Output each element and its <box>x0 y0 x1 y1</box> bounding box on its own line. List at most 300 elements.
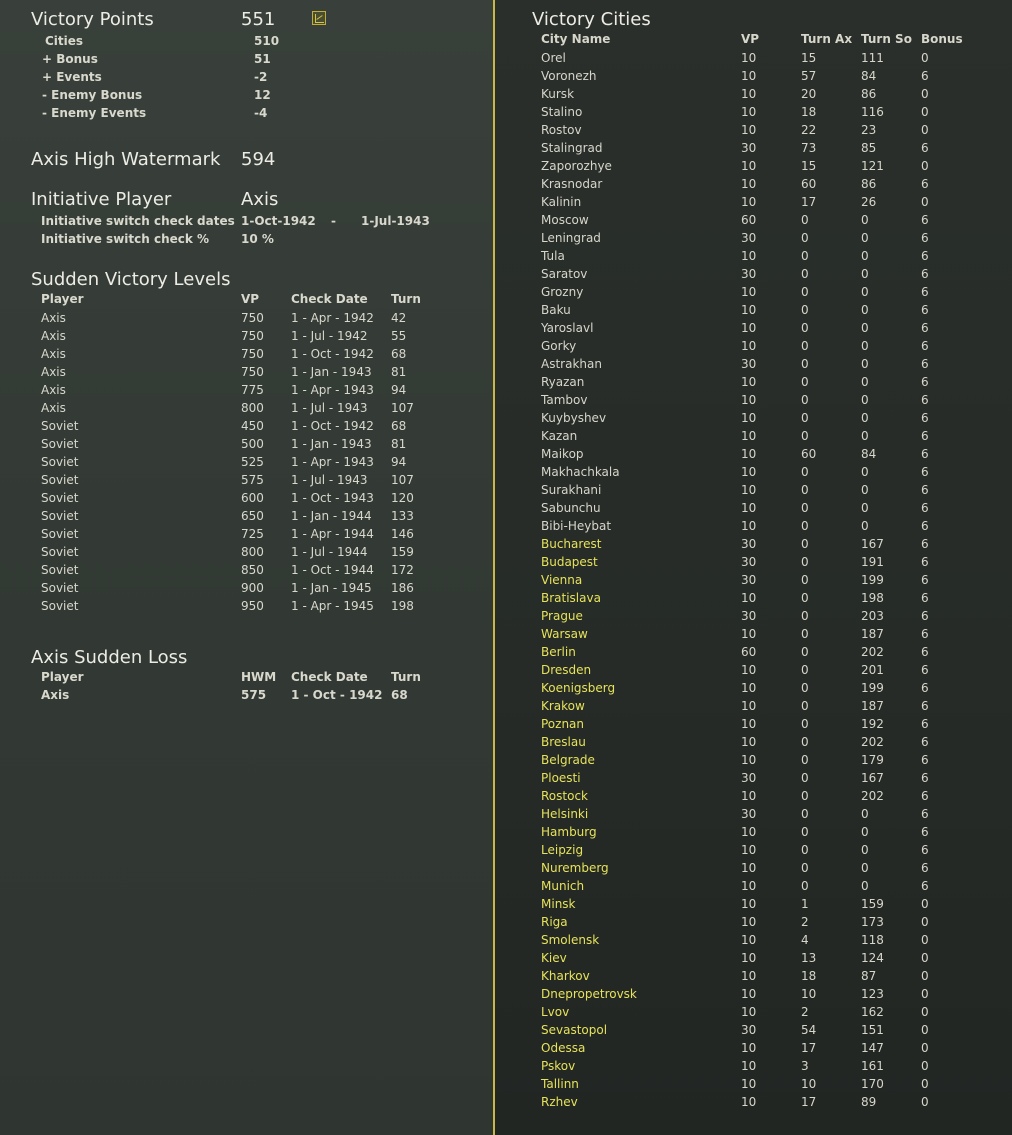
cell-turn-so: 162 <box>861 1005 884 1019</box>
cell-vp: 10 <box>741 393 757 407</box>
table-row <box>495 249 1012 267</box>
cell-city-name: Rzhev <box>541 1095 578 1109</box>
cell-city-name: Lvov <box>541 1005 570 1019</box>
cell-turn-ax: 0 <box>801 825 809 839</box>
cell-turn-so: 159 <box>861 897 884 911</box>
cell-player: Axis <box>41 365 66 379</box>
initiative-player: Axis <box>241 189 279 210</box>
table-row <box>495 789 1012 807</box>
cell-vp: 750 <box>241 365 264 379</box>
table-row <box>495 609 1012 627</box>
cell-city-name: Sabunchu <box>541 501 601 515</box>
cell-city-name: Munich <box>541 879 585 893</box>
cell-turn-so: 201 <box>861 663 884 677</box>
cell-turn-so: 0 <box>861 375 869 389</box>
table-row <box>495 969 1012 987</box>
cell-player: Soviet <box>41 455 79 469</box>
cell-bonus: 6 <box>921 735 929 749</box>
cell-vp: 10 <box>741 321 757 335</box>
cell-turn-so: 0 <box>861 411 869 425</box>
cell-vp: 30 <box>741 267 757 281</box>
cell-turn-ax: 2 <box>801 915 809 929</box>
cell-turn-ax: 0 <box>801 321 809 335</box>
cell-check-date: 1 - Jul - 1944 <box>291 545 368 559</box>
cell-turn-ax: 15 <box>801 51 817 65</box>
table-row <box>0 401 493 419</box>
cell-check-date: 1 - Jan - 1945 <box>291 581 372 595</box>
cell-vp: 30 <box>741 609 757 623</box>
cell-bonus: 6 <box>921 375 929 389</box>
table-row <box>495 915 1012 933</box>
cell-turn-so: 187 <box>861 699 884 713</box>
cell-turn-so: 0 <box>861 339 869 353</box>
cell-city-name: Astrakhan <box>541 357 602 371</box>
cell-turn-ax: 0 <box>801 537 809 551</box>
cell-vp: 450 <box>241 419 264 433</box>
cell-bonus: 6 <box>921 861 929 875</box>
table-row <box>495 699 1012 717</box>
cell-turn-ax: 0 <box>801 573 809 587</box>
cell-vp: 10 <box>741 411 757 425</box>
cell-turn: 107 <box>391 401 414 415</box>
vp-row-events <box>0 70 493 88</box>
cell-city-name: Makhachkala <box>541 465 620 479</box>
cell-vp: 10 <box>741 879 757 893</box>
cell-player: Soviet <box>41 527 79 541</box>
vp-row-value: 51 <box>254 52 271 66</box>
cell-player: Soviet <box>41 599 79 613</box>
cell-vp: 10 <box>741 789 757 803</box>
cell-bonus: 6 <box>921 447 929 461</box>
cell-bonus: 6 <box>921 69 929 83</box>
vp-row-label: - Enemy Events <box>42 106 147 120</box>
cell-turn-so: 198 <box>861 591 884 605</box>
cell-turn-ax: 0 <box>801 645 809 659</box>
cell-turn-so: 0 <box>861 249 869 263</box>
cell-city-name: Ryazan <box>541 375 585 389</box>
cell-vp: 30 <box>741 141 757 155</box>
cell-turn-ax: 0 <box>801 627 809 641</box>
table-row <box>495 807 1012 825</box>
cell-player: Soviet <box>41 545 79 559</box>
table-row <box>495 321 1012 339</box>
cell-city-name: Grozny <box>541 285 584 299</box>
cell-vp: 775 <box>241 383 264 397</box>
cell-bonus: 6 <box>921 825 929 839</box>
table-row <box>0 509 493 527</box>
cell-city-name: Gorky <box>541 339 577 353</box>
victory-points-title: Victory Points <box>31 9 154 30</box>
cell-turn-so: 0 <box>861 843 869 857</box>
table-row <box>495 87 1012 105</box>
vp-row-label: Cities <box>45 34 84 48</box>
cell-check-date: 1 - Jul - 1943 <box>291 401 368 415</box>
cell-bonus: 6 <box>921 411 929 425</box>
cell-turn-so: 0 <box>861 303 869 317</box>
cell-turn-so: 202 <box>861 789 884 803</box>
table-row <box>495 843 1012 861</box>
cell-turn-so: 0 <box>861 321 869 335</box>
cell-turn: 81 <box>391 437 407 451</box>
cell-turn-so: 89 <box>861 1095 877 1109</box>
cell-vp: 10 <box>741 501 757 515</box>
cell-vp: 600 <box>241 491 264 505</box>
cell-vp: 10 <box>741 753 757 767</box>
cell-turn-ax: 0 <box>801 393 809 407</box>
table-row <box>0 329 493 347</box>
cell-turn-so: 87 <box>861 969 877 983</box>
victory-points-value: 551 <box>241 9 276 30</box>
cell-vp: 10 <box>741 159 757 173</box>
table-row <box>495 933 1012 951</box>
cell-turn-ax: 3 <box>801 1059 809 1073</box>
cell-city-name: Voronezh <box>541 69 597 83</box>
cell-turn-ax: 0 <box>801 735 809 749</box>
cell-player: Soviet <box>41 563 79 577</box>
cell-check-date: 1 - Jan - 1943 <box>291 437 372 451</box>
table-row <box>495 105 1012 123</box>
cell-bonus: 6 <box>921 681 929 695</box>
cell-bonus: 6 <box>921 231 929 245</box>
cell-bonus: 0 <box>921 1077 929 1091</box>
vp-row-enemy-events <box>0 106 493 124</box>
cell-turn: 68 <box>391 347 407 361</box>
table-row <box>0 455 493 473</box>
cell-vp: 10 <box>741 105 757 119</box>
cell-city-name: Krasnodar <box>541 177 603 191</box>
cell-vp: 10 <box>741 1095 757 1109</box>
cell-turn-so: 202 <box>861 735 884 749</box>
cell-bonus: 6 <box>921 249 929 263</box>
cell-player: Soviet <box>41 581 79 595</box>
table-row <box>495 267 1012 285</box>
cell-turn-so: 0 <box>861 807 869 821</box>
table-row <box>495 51 1012 69</box>
cell-bonus: 6 <box>921 519 929 533</box>
cell-turn: 120 <box>391 491 414 505</box>
vp-row-value: -2 <box>254 70 268 84</box>
table-row <box>495 213 1012 231</box>
cell-check-date: 1 - Jul - 1943 <box>291 473 368 487</box>
cell-bonus: 6 <box>921 429 929 443</box>
chart-icon[interactable] <box>312 11 326 25</box>
cell-city-name: Bucharest <box>541 537 602 551</box>
table-row <box>495 879 1012 897</box>
cell-vp: 10 <box>741 933 757 947</box>
table-row <box>495 501 1012 519</box>
cell-city-name: Tambov <box>541 393 588 407</box>
table-row <box>495 357 1012 375</box>
column-header: Check Date <box>291 292 368 306</box>
cell-check-date: 1 - Oct - 1942 <box>291 419 374 433</box>
cell-hwm: 575 <box>241 688 267 702</box>
cell-vp: 650 <box>241 509 264 523</box>
cell-turn-so: 0 <box>861 393 869 407</box>
cell-turn-so: 202 <box>861 645 884 659</box>
vp-row-enemy-bonus <box>0 88 493 106</box>
cell-bonus: 6 <box>921 303 929 317</box>
column-header: Turn <box>391 670 421 684</box>
cell-city-name: Rostov <box>541 123 582 137</box>
cell-city-name: Tula <box>541 249 565 263</box>
cell-city-name: Surakhani <box>541 483 602 497</box>
cell-turn-ax: 0 <box>801 771 809 785</box>
column-header: HWM <box>241 670 277 684</box>
cell-city-name: Kiev <box>541 951 567 965</box>
cell-turn-ax: 0 <box>801 663 809 677</box>
cell-turn-so: 167 <box>861 771 884 785</box>
cell-turn-ax: 0 <box>801 303 809 317</box>
table-row <box>495 1077 1012 1095</box>
cell-turn-so: 124 <box>861 951 884 965</box>
table-row <box>495 177 1012 195</box>
cell-turn-ax: 0 <box>801 681 809 695</box>
table-row <box>0 419 493 437</box>
cell-turn-ax: 0 <box>801 465 809 479</box>
cell-bonus: 6 <box>921 177 929 191</box>
cell-turn-ax: 18 <box>801 969 817 983</box>
table-row <box>495 483 1012 501</box>
table-row <box>495 411 1012 429</box>
initiative-pct-label: Initiative switch check % <box>41 232 210 246</box>
cell-bonus: 6 <box>921 213 929 227</box>
vp-row-value: 510 <box>254 34 280 48</box>
table-row <box>495 663 1012 681</box>
cell-vp: 750 <box>241 347 264 361</box>
cell-check-date: 1 - Oct - 1944 <box>291 563 374 577</box>
cell-vp: 10 <box>741 681 757 695</box>
cell-bonus: 0 <box>921 1095 929 1109</box>
victory-cities-title: Victory Cities <box>532 9 651 30</box>
cell-turn: 42 <box>391 311 407 325</box>
cell-turn: 133 <box>391 509 414 523</box>
table-row <box>495 69 1012 87</box>
cell-turn-so: 0 <box>861 267 869 281</box>
table-row <box>495 285 1012 303</box>
cell-vp: 10 <box>741 123 757 137</box>
cell-vp: 725 <box>241 527 264 541</box>
cell-bonus: 6 <box>921 591 929 605</box>
cell-turn-ax: 0 <box>801 339 809 353</box>
table-row <box>495 195 1012 213</box>
cell-turn-ax: 17 <box>801 195 817 209</box>
cell-turn-ax: 0 <box>801 267 809 281</box>
cell-turn-ax: 60 <box>801 177 817 191</box>
cell-turn-ax: 18 <box>801 105 817 119</box>
cell-player: Axis <box>41 329 66 343</box>
initiative-date-separator: - <box>331 214 336 228</box>
cell-check-date: 1 - Jan - 1943 <box>291 365 372 379</box>
cell-vp: 850 <box>241 563 264 577</box>
cell-city-name: Helsinki <box>541 807 589 821</box>
cell-turn: 107 <box>391 473 414 487</box>
cell-turn: 81 <box>391 365 407 379</box>
cell-city-name: Krakow <box>541 699 585 713</box>
cell-bonus: 6 <box>921 771 929 785</box>
cell-turn-ax: 0 <box>801 807 809 821</box>
column-header: VP <box>741 32 760 46</box>
vp-row-label: + Events <box>42 70 102 84</box>
table-row <box>0 473 493 491</box>
cell-bonus: 0 <box>921 1059 929 1073</box>
cell-turn-ax: 22 <box>801 123 817 137</box>
initiative-dates-row <box>0 214 493 232</box>
table-row <box>495 537 1012 555</box>
table-row <box>495 555 1012 573</box>
cell-turn-so: 84 <box>861 69 877 83</box>
cell-bonus: 6 <box>921 339 929 353</box>
cell-turn-so: 0 <box>861 501 869 515</box>
table-row <box>0 563 493 581</box>
cell-turn-so: 167 <box>861 537 884 551</box>
table-row <box>495 1023 1012 1041</box>
cell-turn-ax: 0 <box>801 753 809 767</box>
cell-city-name: Poznan <box>541 717 585 731</box>
cell-bonus: 0 <box>921 951 929 965</box>
cell-bonus: 0 <box>921 987 929 1001</box>
table-row <box>495 375 1012 393</box>
cell-vp: 575 <box>241 473 264 487</box>
table-row <box>0 347 493 365</box>
column-header: Turn So <box>861 32 912 46</box>
cell-turn-ax: 57 <box>801 69 817 83</box>
cell-vp: 30 <box>741 573 757 587</box>
cell-turn-so: 123 <box>861 987 884 1001</box>
cell-turn: 172 <box>391 563 414 577</box>
cell-bonus: 0 <box>921 87 929 101</box>
cell-vp: 10 <box>741 519 757 533</box>
cell-vp: 10 <box>741 375 757 389</box>
cell-turn-so: 179 <box>861 753 884 767</box>
cell-turn-so: 116 <box>861 105 884 119</box>
cell-vp: 500 <box>241 437 264 451</box>
cell-vp: 10 <box>741 717 757 731</box>
cell-turn-ax: 15 <box>801 159 817 173</box>
cell-turn-so: 121 <box>861 159 884 173</box>
cell-turn-so: 0 <box>861 285 869 299</box>
cell-turn-so: 118 <box>861 933 884 947</box>
initiative-pct-row <box>0 232 493 250</box>
cell-turn-so: 84 <box>861 447 877 461</box>
cell-bonus: 6 <box>921 285 929 299</box>
cell-vp: 60 <box>741 213 757 227</box>
cell-turn: 146 <box>391 527 414 541</box>
cell-turn-ax: 0 <box>801 483 809 497</box>
cell-turn-so: 147 <box>861 1041 884 1055</box>
cell-turn-so: 86 <box>861 177 877 191</box>
table-row <box>495 393 1012 411</box>
column-header: Player <box>41 670 84 684</box>
table-row <box>0 437 493 455</box>
cell-vp: 10 <box>741 249 757 263</box>
table-row <box>495 339 1012 357</box>
cell-turn-ax: 10 <box>801 987 817 1001</box>
cell-turn-so: 26 <box>861 195 877 209</box>
cell-city-name: Kharkov <box>541 969 590 983</box>
cell-turn-ax: 0 <box>801 411 809 425</box>
cell-turn-ax: 0 <box>801 699 809 713</box>
cell-turn: 94 <box>391 383 407 397</box>
cell-turn-so: 199 <box>861 573 884 587</box>
cell-city-name: Kuybyshev <box>541 411 607 425</box>
table-row <box>495 141 1012 159</box>
column-header: Turn Ax <box>801 32 853 46</box>
cell-vp: 10 <box>741 339 757 353</box>
cell-vp: 10 <box>741 447 757 461</box>
cell-city-name: Berlin <box>541 645 576 659</box>
vp-row-label: + Bonus <box>42 52 98 66</box>
cell-player: Soviet <box>41 473 79 487</box>
cell-turn-ax: 1 <box>801 897 809 911</box>
cell-vp: 10 <box>741 591 757 605</box>
cell-bonus: 6 <box>921 663 929 677</box>
cell-vp: 30 <box>741 231 757 245</box>
cell-turn-ax: 10 <box>801 1077 817 1091</box>
cell-vp: 10 <box>741 483 757 497</box>
cell-turn-so: 203 <box>861 609 884 623</box>
cell-turn-so: 191 <box>861 555 884 569</box>
cell-check-date: 1 - Apr - 1943 <box>291 455 374 469</box>
cell-player: Axis <box>41 401 66 415</box>
initiative-date-end: 1-Jul-1943 <box>361 214 430 228</box>
cell-bonus: 6 <box>921 321 929 335</box>
cell-turn-so: 0 <box>861 879 869 893</box>
cell-turn: 68 <box>391 419 407 433</box>
cell-vp: 30 <box>741 555 757 569</box>
table-row <box>495 1095 1012 1113</box>
cell-city-name: Baku <box>541 303 571 317</box>
cell-check-date: 1 - Jan - 1944 <box>291 509 372 523</box>
cell-city-name: Orel <box>541 51 566 65</box>
cell-turn-so: 85 <box>861 141 877 155</box>
cell-turn-ax: 0 <box>801 519 809 533</box>
cell-city-name: Leipzig <box>541 843 584 857</box>
cell-vp: 10 <box>741 87 757 101</box>
cell-turn-ax: 17 <box>801 1041 817 1055</box>
victory-summary-panel <box>0 0 493 1135</box>
cell-bonus: 6 <box>921 537 929 551</box>
cell-bonus: 0 <box>921 915 929 929</box>
cell-turn-so: 170 <box>861 1077 884 1091</box>
cell-vp: 10 <box>741 51 757 65</box>
cell-turn-ax: 0 <box>801 429 809 443</box>
cell-vp: 10 <box>741 465 757 479</box>
table-row <box>495 681 1012 699</box>
table-row <box>0 311 493 329</box>
cell-bonus: 6 <box>921 717 929 731</box>
cell-vp: 10 <box>741 429 757 443</box>
cell-city-name: Breslau <box>541 735 586 749</box>
cell-player: Soviet <box>41 509 79 523</box>
cell-city-name: Warsaw <box>541 627 588 641</box>
cell-check-date: 1 - Apr - 1943 <box>291 383 374 397</box>
table-row <box>495 1059 1012 1077</box>
vp-row-value: -4 <box>254 106 268 120</box>
cell-city-name: Vienna <box>541 573 583 587</box>
cell-bonus: 0 <box>921 195 929 209</box>
cell-city-name: Belgrade <box>541 753 595 767</box>
cell-vp: 10 <box>741 1005 757 1019</box>
vp-row-bonus <box>0 52 493 70</box>
cell-bonus: 0 <box>921 933 929 947</box>
cell-vp: 10 <box>741 843 757 857</box>
cell-turn-ax: 0 <box>801 555 809 569</box>
cell-bonus: 6 <box>921 483 929 497</box>
cell-turn-so: 0 <box>861 861 869 875</box>
initiative-title: Initiative Player <box>31 189 172 210</box>
vp-row-value: 12 <box>254 88 271 102</box>
cell-player: Soviet <box>41 491 79 505</box>
